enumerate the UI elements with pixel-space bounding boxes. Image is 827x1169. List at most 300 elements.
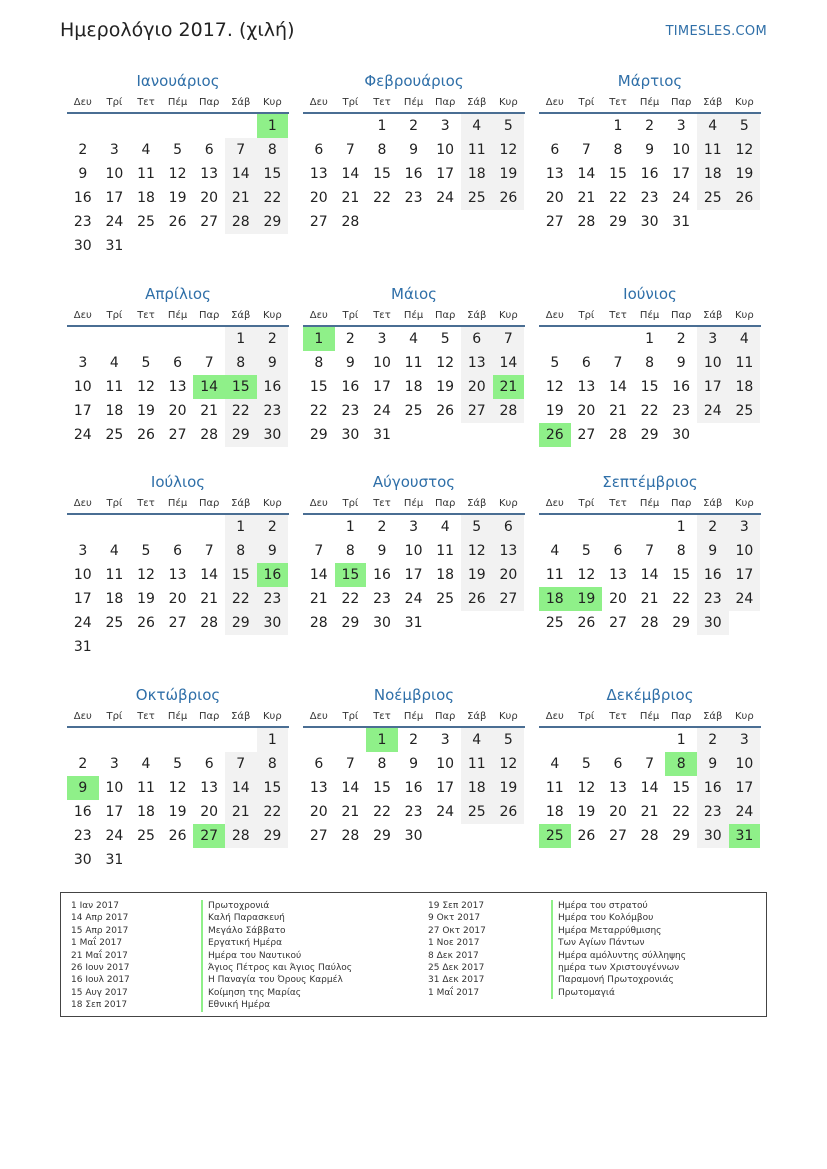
- day-cell: 8: [345, 543, 355, 559]
- day-cell: 13: [309, 166, 328, 182]
- day-cell: 23: [640, 190, 659, 206]
- day-cell: 27: [309, 828, 328, 844]
- day-cell: 8: [377, 756, 387, 772]
- day-cell: 8: [225, 539, 257, 563]
- day-cell: 15: [609, 166, 627, 182]
- month-name: Σεπτέμβριος: [602, 473, 698, 491]
- day-cell: 31: [672, 214, 691, 230]
- day-cell: 28: [200, 427, 219, 443]
- day-cell: 22: [672, 591, 691, 607]
- day-cell: 1: [377, 118, 387, 134]
- day-cell: 14: [225, 162, 257, 186]
- day-cell: 7: [345, 142, 355, 158]
- day-cell: 28: [609, 427, 627, 443]
- weekday-header: [539, 94, 761, 114]
- day-cell: 4: [109, 543, 119, 559]
- weekday-label: Τετ: [137, 711, 155, 722]
- empty-cell: [67, 728, 99, 752]
- weekday-label: Σάβ: [703, 97, 723, 108]
- legend-holiday-date: 1 Ιαν 2017: [71, 901, 119, 911]
- day-cell: 23: [257, 399, 289, 423]
- weekday-label: Τετ: [609, 498, 627, 509]
- weekday-label: Τρί: [578, 711, 595, 722]
- weekday-label: Παρ: [670, 97, 692, 108]
- empty-cell: [225, 728, 257, 752]
- empty-cell: [571, 327, 603, 351]
- empty-cell: [67, 515, 99, 539]
- day-cell: 20: [309, 190, 328, 206]
- day-cell: 10: [105, 780, 124, 796]
- day-grid: [303, 728, 525, 848]
- day-cell: 7: [493, 327, 525, 351]
- weekday-label: Πέμ: [167, 711, 188, 722]
- day-cell: 26: [577, 828, 596, 844]
- day-cell: 30: [73, 238, 92, 254]
- day-cell: 30: [257, 611, 289, 635]
- day-cell: 19: [493, 776, 525, 800]
- day-cell: 8: [257, 752, 289, 776]
- weekday-label: Σάβ: [231, 310, 251, 321]
- day-cell: 4: [697, 114, 729, 138]
- weekday-label: Τετ: [373, 498, 391, 509]
- day-grid: [539, 728, 761, 848]
- weekday-label: Κυρ: [263, 97, 282, 108]
- legend-holiday-name: Των Αγίων Πάντων: [551, 937, 686, 949]
- day-cell: 12: [493, 138, 525, 162]
- weekday-label: Σάβ: [231, 498, 251, 509]
- legend-holiday-name: Καλή Παρασκευή: [201, 912, 352, 924]
- weekday-label: Σάβ: [467, 310, 487, 321]
- day-cell: 5: [581, 756, 591, 772]
- day-cell: 25: [137, 828, 155, 844]
- day-cell: 7: [204, 543, 214, 559]
- weekday-label: Κυρ: [735, 97, 754, 108]
- day-cell: 2: [409, 118, 419, 134]
- weekday-label: Τρί: [106, 310, 123, 321]
- day-cell: 2: [697, 515, 729, 539]
- legend-holiday-date: 1 Μαΐ 2017: [428, 987, 480, 998]
- day-cell: 19: [545, 403, 564, 419]
- empty-cell: [130, 728, 162, 752]
- day-cell: 25: [545, 615, 564, 631]
- day-grid: [539, 515, 761, 635]
- day-cell: 19: [577, 804, 596, 820]
- day-cell: 16: [697, 563, 729, 587]
- day-cell: 17: [73, 403, 92, 419]
- legend-names-left: [201, 900, 352, 1012]
- empty-cell: [99, 515, 131, 539]
- day-cell: 22: [257, 186, 289, 210]
- day-cell: 3: [109, 756, 119, 772]
- weekday-label: Παρ: [434, 711, 456, 722]
- day-cell: 6: [314, 756, 324, 772]
- day-cell: 1: [613, 118, 623, 134]
- day-cell: 3: [109, 142, 119, 158]
- weekday-header: [539, 307, 761, 327]
- day-cell: 9: [697, 539, 729, 563]
- weekday-label: Κυρ: [263, 498, 282, 509]
- legend-dates-right: [428, 900, 486, 999]
- weekday-label: Τρί: [342, 97, 359, 108]
- day-cell: 24: [672, 190, 691, 206]
- day-cell: 11: [436, 543, 455, 559]
- legend-holiday-name: Ημέρα αμόλυντης σύλληψης: [551, 950, 686, 962]
- site-link[interactable]: TIMESLES.COM: [665, 24, 767, 39]
- legend-holiday-name: Ημέρα του Κολόμβου: [551, 912, 686, 924]
- day-cell: 13: [168, 379, 187, 395]
- day-cell: 14: [309, 567, 328, 583]
- day-cell: 22: [609, 190, 627, 206]
- day-cell: 24: [105, 828, 124, 844]
- day-cell: 29: [640, 427, 659, 443]
- day-cell: 4: [409, 331, 419, 347]
- empty-cell: [193, 728, 225, 752]
- day-cell: 3: [729, 515, 761, 539]
- empty-cell: [130, 515, 162, 539]
- day-cell: 25: [461, 186, 493, 210]
- day-cell: 14: [640, 567, 659, 583]
- day-cell: 17: [436, 780, 455, 796]
- day-cell: 22: [225, 587, 257, 611]
- weekday-label: Πέμ: [167, 97, 188, 108]
- day-cell: 7: [204, 355, 214, 371]
- day-cell: 18: [137, 804, 155, 820]
- weekday-label: Τρί: [106, 711, 123, 722]
- day-cell: 6: [613, 756, 623, 772]
- day-cell: 10: [436, 756, 455, 772]
- day-grid: [303, 327, 525, 447]
- day-cell: 31: [105, 238, 124, 254]
- legend-holiday-date: 27 Οκτ 2017: [428, 925, 486, 936]
- day-cell: 25: [461, 800, 493, 824]
- day-cell: 13: [545, 166, 564, 182]
- day-cell: 14: [341, 780, 360, 796]
- empty-cell: [539, 728, 571, 752]
- day-cell: 23: [672, 403, 691, 419]
- day-cell: 19: [461, 563, 493, 587]
- day-cell: 24: [373, 403, 391, 419]
- day-cell: 15: [225, 563, 257, 587]
- day-cell: 15: [672, 780, 691, 796]
- day-cell: 6: [550, 142, 560, 158]
- day-cell: 4: [550, 543, 560, 559]
- day-cell: 16: [697, 776, 729, 800]
- month-block: [67, 70, 289, 258]
- empty-cell: [67, 327, 99, 351]
- day-cell: 24: [73, 427, 92, 443]
- empty-cell: [539, 515, 571, 539]
- day-cell: 3: [440, 732, 450, 748]
- weekday-label: Κυρ: [263, 711, 282, 722]
- day-cell: 4: [461, 114, 493, 138]
- empty-cell: [193, 515, 225, 539]
- day-cell: 9: [409, 756, 419, 772]
- day-cell: 6: [173, 355, 183, 371]
- month-name: Δεκέμβριος: [606, 686, 694, 704]
- day-cell: 20: [200, 804, 219, 820]
- day-grid: [67, 327, 289, 447]
- day-cell: 16: [257, 375, 289, 399]
- day-cell: 5: [141, 355, 151, 371]
- day-cell: 28: [309, 615, 328, 631]
- legend-holiday-name: Ημέρα του στρατού: [551, 900, 686, 912]
- month-block: [539, 684, 761, 848]
- day-cell: 8: [645, 355, 655, 371]
- weekday-label: Κυρ: [263, 310, 282, 321]
- weekday-label: Πέμ: [167, 310, 188, 321]
- month-block: [539, 283, 761, 447]
- empty-cell: [303, 114, 335, 138]
- day-cell: 28: [200, 615, 219, 631]
- day-cell: 9: [676, 355, 686, 371]
- day-cell: 29: [609, 214, 627, 230]
- holiday-cell: 19: [571, 587, 603, 611]
- weekday-label: Δευ: [309, 310, 328, 321]
- legend-holiday-name: Εργατική Ημέρα: [201, 937, 352, 949]
- day-cell: 24: [105, 214, 124, 230]
- day-cell: 1: [225, 515, 257, 539]
- day-cell: 19: [168, 190, 187, 206]
- day-cell: 20: [309, 804, 328, 820]
- empty-cell: [335, 728, 367, 752]
- weekday-label: Τρί: [342, 310, 359, 321]
- day-cell: 22: [373, 804, 391, 820]
- month-name: Ιούλιος: [150, 473, 206, 491]
- day-cell: 10: [73, 379, 92, 395]
- day-cell: 15: [640, 379, 659, 395]
- legend-holiday-date: 19 Σεπ 2017: [428, 901, 485, 911]
- day-cell: 13: [577, 379, 596, 395]
- day-cell: 18: [697, 162, 729, 186]
- weekday-label: Πέμ: [639, 498, 660, 509]
- day-cell: 9: [78, 166, 88, 182]
- day-cell: 31: [404, 615, 423, 631]
- day-cell: 3: [78, 543, 88, 559]
- day-cell: 16: [404, 780, 423, 796]
- day-cell: 2: [377, 519, 387, 535]
- month-block: [303, 684, 525, 848]
- holiday-cell: 14: [193, 375, 225, 399]
- empty-cell: [193, 327, 225, 351]
- day-cell: 10: [672, 142, 691, 158]
- day-cell: 12: [461, 539, 493, 563]
- legend-holiday-name: Πρωτομαγιά: [551, 987, 686, 999]
- weekday-header: [67, 307, 289, 327]
- empty-cell: [162, 515, 194, 539]
- legend-holiday-date: 26 Ιουν 2017: [71, 962, 130, 973]
- day-cell: 8: [613, 142, 623, 158]
- day-cell: 15: [373, 166, 391, 182]
- day-cell: 12: [137, 567, 155, 583]
- day-cell: 11: [137, 166, 155, 182]
- day-cell: 15: [373, 780, 391, 796]
- day-cell: 14: [225, 776, 257, 800]
- day-cell: 30: [697, 611, 729, 635]
- holiday-cell: 26: [539, 423, 571, 447]
- day-cell: 11: [545, 567, 564, 583]
- day-cell: 27: [609, 615, 627, 631]
- day-cell: 7: [581, 142, 591, 158]
- weekday-header: [67, 94, 289, 114]
- day-cell: 17: [373, 379, 391, 395]
- day-cell: 15: [257, 776, 289, 800]
- day-cell: 23: [404, 190, 423, 206]
- empty-cell: [634, 515, 666, 539]
- day-cell: 24: [729, 800, 761, 824]
- empty-cell: [571, 114, 603, 138]
- holiday-cell: 15: [335, 563, 367, 587]
- day-cell: 20: [545, 190, 564, 206]
- weekday-label: Δευ: [309, 711, 328, 722]
- weekday-label: Κυρ: [499, 310, 518, 321]
- holiday-cell: 18: [539, 587, 571, 611]
- weekday-label: Πέμ: [403, 97, 424, 108]
- day-cell: 30: [672, 427, 691, 443]
- day-cell: 21: [640, 804, 659, 820]
- month-block: [67, 684, 289, 872]
- legend-holiday-date: 21 Μαΐ 2017: [71, 950, 128, 961]
- day-cell: 3: [676, 118, 686, 134]
- day-cell: 4: [550, 756, 560, 772]
- day-cell: 22: [373, 190, 391, 206]
- day-cell: 13: [609, 780, 627, 796]
- weekday-label: Σάβ: [703, 498, 723, 509]
- day-cell: 21: [609, 403, 627, 419]
- weekday-label: Τρί: [106, 97, 123, 108]
- day-cell: 26: [493, 800, 525, 824]
- day-cell: 14: [577, 166, 596, 182]
- empty-cell: [303, 515, 335, 539]
- day-cell: 5: [173, 142, 183, 158]
- day-cell: 26: [577, 615, 596, 631]
- day-cell: 19: [729, 162, 761, 186]
- day-cell: 2: [257, 515, 289, 539]
- weekday-label: Σάβ: [231, 97, 251, 108]
- day-cell: 28: [640, 615, 659, 631]
- weekday-header: [303, 307, 525, 327]
- day-cell: 23: [697, 800, 729, 824]
- day-cell: 29: [373, 828, 391, 844]
- day-cell: 29: [257, 210, 289, 234]
- empty-cell: [571, 728, 603, 752]
- day-grid: [67, 515, 289, 659]
- day-cell: 13: [200, 166, 219, 182]
- empty-cell: [162, 114, 194, 138]
- empty-cell: [602, 515, 634, 539]
- legend-holiday-date: 25 Δεκ 2017: [428, 962, 485, 973]
- legend-holiday-name: Κοίμηση της Μαρίας: [201, 987, 352, 999]
- day-cell: 10: [73, 567, 92, 583]
- day-cell: 28: [640, 828, 659, 844]
- day-cell: 28: [493, 399, 525, 423]
- day-grid: [303, 515, 525, 635]
- day-cell: 31: [373, 427, 391, 443]
- weekday-label: Σάβ: [467, 498, 487, 509]
- weekday-label: Παρ: [198, 498, 220, 509]
- weekday-label: Πέμ: [167, 498, 188, 509]
- day-cell: 6: [314, 142, 324, 158]
- day-cell: 15: [672, 567, 691, 583]
- holiday-cell: 1: [366, 728, 398, 752]
- weekday-label: Παρ: [434, 310, 456, 321]
- month-name: Μάρτιος: [617, 72, 683, 90]
- legend-holiday-name: Πρωτοχρονιά: [201, 900, 352, 912]
- weekday-label: Δευ: [545, 310, 564, 321]
- day-cell: 24: [697, 399, 729, 423]
- day-cell: 5: [440, 331, 450, 347]
- empty-cell: [602, 327, 634, 351]
- day-cell: 21: [640, 591, 659, 607]
- day-cell: 25: [105, 427, 124, 443]
- day-cell: 25: [105, 615, 124, 631]
- holiday-cell: 16: [257, 563, 289, 587]
- day-cell: 16: [341, 379, 360, 395]
- day-cell: 30: [373, 615, 391, 631]
- weekday-label: Κυρ: [499, 498, 518, 509]
- day-cell: 14: [640, 780, 659, 796]
- legend-holiday-name: Ημέρα του Ναυτικού: [201, 950, 352, 962]
- day-cell: 14: [341, 166, 360, 182]
- day-cell: 16: [672, 379, 691, 395]
- day-cell: 20: [577, 403, 596, 419]
- weekday-label: Τρί: [578, 498, 595, 509]
- day-cell: 5: [141, 543, 151, 559]
- empty-cell: [162, 728, 194, 752]
- empty-cell: [571, 515, 603, 539]
- day-cell: 24: [73, 615, 92, 631]
- day-cell: 13: [461, 351, 493, 375]
- day-cell: 4: [109, 355, 119, 371]
- day-cell: 22: [640, 403, 659, 419]
- weekday-label: Τρί: [342, 498, 359, 509]
- day-cell: 13: [200, 780, 219, 796]
- empty-cell: [99, 114, 131, 138]
- legend-holiday-date: 16 Ιουλ 2017: [71, 975, 130, 986]
- day-cell: 18: [105, 403, 124, 419]
- day-cell: 14: [200, 567, 219, 583]
- day-cell: 29: [309, 427, 328, 443]
- empty-cell: [335, 114, 367, 138]
- empty-cell: [67, 114, 99, 138]
- day-cell: 6: [613, 543, 623, 559]
- day-cell: 19: [137, 403, 155, 419]
- day-cell: 5: [493, 114, 525, 138]
- day-cell: 27: [461, 399, 493, 423]
- day-cell: 24: [404, 591, 423, 607]
- weekday-label: Κυρ: [499, 97, 518, 108]
- month-block: [67, 471, 289, 659]
- day-cell: 26: [436, 403, 455, 419]
- day-cell: 9: [345, 355, 355, 371]
- day-cell: 27: [200, 214, 219, 230]
- day-cell: 26: [168, 828, 187, 844]
- day-cell: 18: [545, 804, 564, 820]
- day-cell: 25: [697, 186, 729, 210]
- day-cell: 10: [697, 351, 729, 375]
- day-cell: 2: [409, 732, 419, 748]
- day-cell: 20: [168, 591, 187, 607]
- day-cell: 11: [729, 351, 761, 375]
- month-block: [539, 70, 761, 234]
- month-name: Φεβρουάριος: [364, 72, 464, 90]
- day-cell: 18: [461, 776, 493, 800]
- day-cell: 10: [105, 166, 124, 182]
- day-cell: 15: [257, 162, 289, 186]
- weekday-label: Κυρ: [735, 498, 754, 509]
- day-cell: 29: [257, 824, 289, 848]
- day-cell: 5: [581, 543, 591, 559]
- holiday-cell: 9: [67, 776, 99, 800]
